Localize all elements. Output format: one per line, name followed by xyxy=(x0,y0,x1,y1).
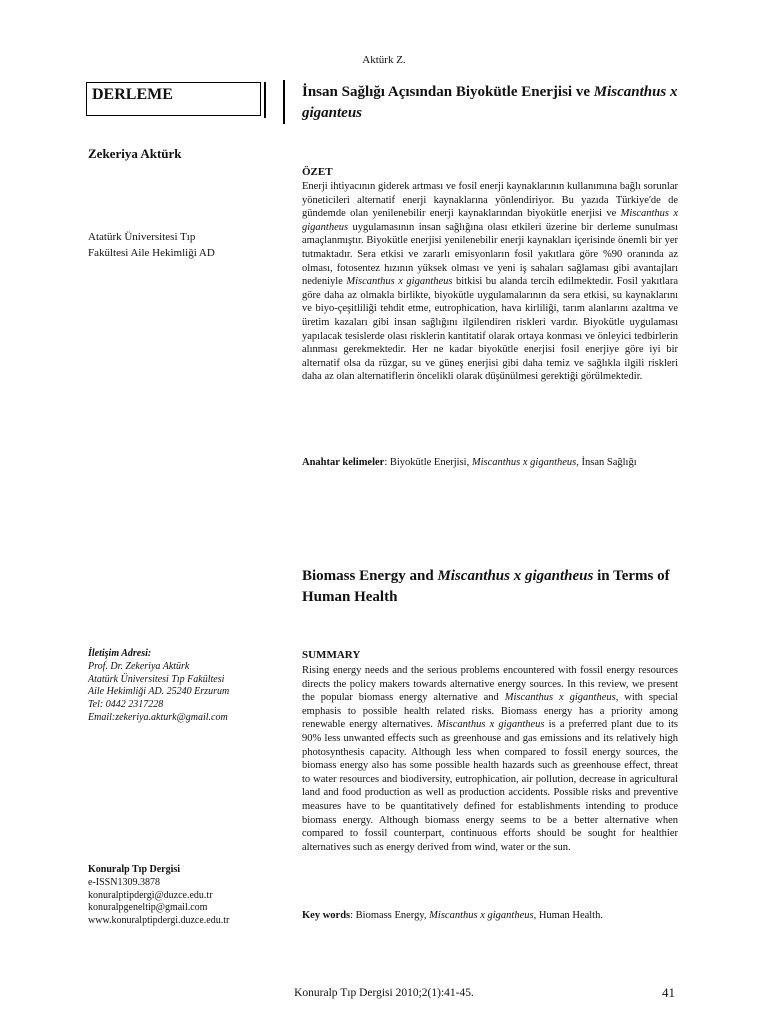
journal-website-link[interactable]: www.konuralptipdergi.duzce.edu.tr xyxy=(88,915,230,927)
keywords-tr-text: , İnsan Sağlığı xyxy=(576,457,637,468)
keywords-en-species: Miscanthus x gigantheus xyxy=(429,910,534,921)
contact-line: Aile Hekimliği AD. 25240 Erzurum xyxy=(88,686,230,698)
summary-text: with special emphasis to possible health related risks. Biomass energy has a priority among renewable energy alternatives. xyxy=(302,692,678,731)
ozet-body xyxy=(302,180,678,384)
contact-line: Prof. Dr. Zekeriya Aktürk xyxy=(88,660,190,672)
title-tr-part1: İnsan Sağlığı Açısından Biyokütle Enerjisi ve xyxy=(302,84,594,100)
ozet-species: Miscanthus x gigantheus xyxy=(302,208,678,233)
article-type-label: DERLEME xyxy=(92,86,173,103)
contact-line: Tel: 0442 2317228 xyxy=(88,699,164,711)
keywords-tr-species: Miscanthus x gigantheus xyxy=(471,457,577,468)
journal-info xyxy=(88,864,283,928)
summary-text: is a preferred plant due to its 90% less unwanted effects such as greenhouse and gas emissions and its relatively high photosynthesis capacity. Although less when compared to fossil energy sources, the biomass energy also has some possible health hazards such as greenhouse effect, threat to water resources and biodiversity, eutrophication, air pollution, decrease in agricultural land and food production as well as production accidents. Possible risks and preventive measures have to be quantitatively defined for establishments intending to produce biomass energy. Although biomass energy seems to be a better alternative when compared to fossil counterpart, continuous efforts should be sought for healthier alternatives such as energy derived from wind, water or the sun. xyxy=(302,719,678,853)
affiliation-line: Atatürk Üniversitesi Tıp xyxy=(88,231,196,243)
summary-body xyxy=(302,664,678,854)
journal-email[interactable]: konuralptipdergi@duzce.edu.tr xyxy=(88,889,213,901)
summary-text: Rising energy needs and the serious problems encountered with fossil energy resources directs the policy makers towards alternative energy sources. In this review, we present the popular biomass energy alternative and xyxy=(302,665,678,704)
ozet-text: Enerji ihtiyacının giderek artması ve fosil enerji kaynaklarının kullanımına bağlı sorunlar yöneticileri alternatif enerji kaynaklarına yönlendiriyor. Bu yazıda Türkiye'de de gündemde olan yenilenebilir enerji kaynaklarından biyokütle enerjisi ve xyxy=(302,181,678,220)
ozet-text: bitkisi bu alanda tercih edilmektedir. Fosil yakıtlara göre daha az olmakla birlikte, biyokütle uygulamalarının da sera etkisi, su kaynaklarını ve biyo-çeşitliliği tehdit etme, eutrophication, hava kirliliği, tarım alanlarını azaltma ve üretim kazaları gibi insan sağlığını ilgilendiren riskleri vardır. Biyokütle uygulaması yapılacak tesislerde olası risklerin kantitatif olarak ortaya konması ve önleyici tedbirlerin alınması gerekmektedir. Her ne kadar biyokütle enerjisi fosil enerjiye göre iyi bir alternatif olsa da rüzgar, su ve güneş enerjisi gibi daha temiz ve sağlıkla ilgili riskleri daha az olan alternatiflerin öncelikli olarak düşünülmesi gerektiği görülmektedir. xyxy=(302,276,678,383)
contact-line: Atatürk Üniversitesi Tıp Fakültesi xyxy=(88,673,225,685)
vertical-rule-left xyxy=(264,82,266,118)
title-en-part3: in Terms of Human Health xyxy=(302,568,670,605)
journal-issn: e-ISSN1309.3878 xyxy=(88,876,160,888)
contact-email[interactable]: Email:zekeriya.akturk@gmail.com xyxy=(88,711,228,723)
journal-name: Konuralp Tıp Dergisi xyxy=(88,864,181,875)
article-title-english xyxy=(302,566,702,608)
contact-address xyxy=(88,648,278,725)
vertical-rule-right xyxy=(283,80,285,124)
ozet-heading: ÖZET xyxy=(302,166,333,178)
keywords-tr-text: : Biyokütle Enerjisi, xyxy=(384,457,472,468)
keywords-turkish xyxy=(302,456,678,470)
affiliation xyxy=(88,229,273,261)
title-en-part1: Biomass Energy and xyxy=(302,568,438,584)
ozet-text: uygulamasının insan sağlığına olası etkileri üzerine bir derleme sunulması amaçlanmıştır. Biyokütle enerjisi yenilenebilir enerji kaynakları içerisinde önemli bir yer tutmaktadır. Sera etkisi ve zararlı emisyonların fosil yakıtlara göre %90 oranında az olması, fotosentez hızının yüksek olması ve yeni iş sahaları sağlaması gibi avantajları nedeniyle xyxy=(302,221,678,288)
article-type-box xyxy=(86,82,261,116)
keywords-en-text: , Human Health. xyxy=(533,910,603,921)
keywords-en-label: Key words xyxy=(302,910,351,921)
affiliation-line: Fakültesi Aile Hekimliği AD xyxy=(88,247,215,259)
keywords-tr-label: Anahtar kelimeler xyxy=(302,457,385,468)
running-head: Aktürk Z. xyxy=(362,54,406,66)
article-title-turkish xyxy=(302,82,702,124)
keywords-en-text: : Biomass Energy, xyxy=(350,910,430,921)
summary-heading: SUMMARY xyxy=(302,649,361,661)
page-number: 41 xyxy=(662,985,675,1000)
author-name: Zekeriya Aktürk xyxy=(88,146,182,161)
keywords-english xyxy=(302,909,678,923)
summary-species: Miscanthus x gigantheus xyxy=(437,719,545,731)
journal-email[interactable]: konuralpgeneltip@gmail.com xyxy=(88,902,208,914)
title-tr-species: Miscanthus x giganteus xyxy=(302,84,678,121)
page-footer-citation: Konuralp Tıp Dergisi 2010;2(1):41-45. xyxy=(294,987,474,999)
contact-label: İletişim Adresi: xyxy=(88,648,152,659)
title-en-species: Miscanthus x gigantheus xyxy=(437,568,594,584)
ozet-species: Miscanthus x gigantheus xyxy=(346,276,453,288)
summary-species: Miscanthus x gigantheus, xyxy=(504,692,619,704)
